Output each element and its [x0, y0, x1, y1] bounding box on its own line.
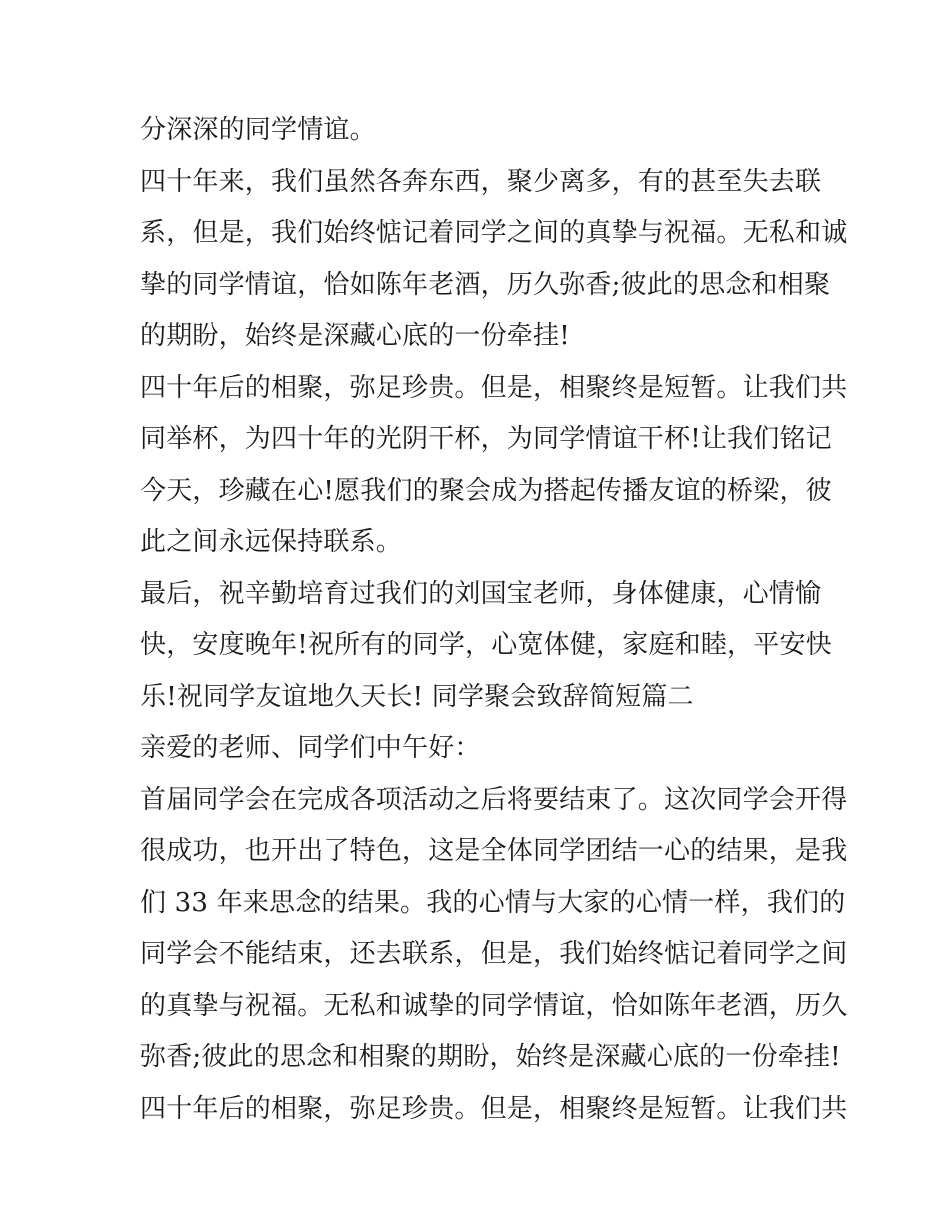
text-line: 此之间永远保持联系。 [140, 527, 403, 557]
text-line: 很成功，也开出了特色，这是全体同学团结一心的结果，是我 [140, 836, 848, 866]
text-line: 的期盼，始终是深藏心底的一份牵挂! [140, 321, 570, 351]
text-line: 快，安度晚年!祝所有的同学，心宽体健，家庭和睦，平安快 [140, 630, 832, 660]
text-line: 分深深的同学情谊。 [140, 115, 376, 145]
text-line: 四十年来，我们虽然各奔东西，聚少离多，有的甚至失去联 [140, 166, 822, 197]
text-line: 最后，祝辛勤培育过我们的刘国宝老师，身体健康，心情愉 [140, 578, 822, 609]
text-line: 挚的同学情谊，恰如陈年老酒，历久弥香;彼此的思念和相聚 [140, 269, 831, 300]
document-body [140, 105, 848, 1135]
text-line: 们 33 年来思念的结果。我的心情与大家的心情一样，我们的 [140, 887, 846, 918]
text-line: 弥香;彼此的思念和相聚的期盼，始终是深藏心底的一份牵挂! [140, 1042, 841, 1072]
text-line: 首届同学会在完成各项活动之后将要结束了。这次同学会开得 [140, 784, 848, 815]
text-line: 四十年后的相聚，弥足珍贵。但是，相聚终是短暂。让我们共 [140, 372, 848, 403]
text-line: 同学会不能结束，还去联系，但是，我们始终惦记着同学之间 [140, 939, 848, 969]
text-line: 同举杯，为四十年的光阴干杯，为同学情谊干杯!让我们铭记 [140, 424, 832, 454]
text-line: 亲爱的老师、同学们中午好： [140, 733, 481, 763]
text-line: 今天，珍藏在心!愿我们的聚会成为搭起传播友谊的桥梁，彼 [140, 475, 832, 506]
text-line: 系，但是，我们始终惦记着同学之间的真挚与祝福。无私和诚 [140, 218, 848, 248]
text-line: 的真挚与祝福。无私和诚挚的同学情谊，恰如陈年老酒，历久 [140, 990, 848, 1021]
text-line: 四十年后的相聚，弥足珍贵。但是，相聚终是短暂。让我们共 [140, 1093, 848, 1124]
text-line: 乐!祝同学友谊地久天长! 同学聚会致辞简短篇二 [140, 681, 694, 712]
